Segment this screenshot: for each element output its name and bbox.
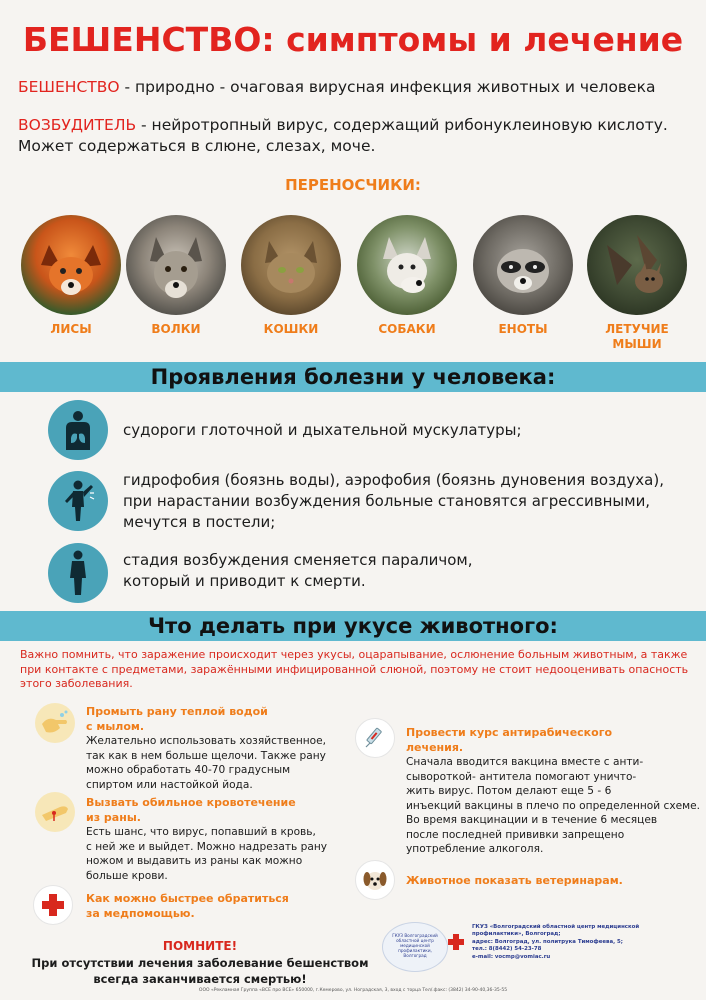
- step-antirabies-course: [406, 725, 700, 857]
- symptom-text: [123, 470, 664, 533]
- red-cross-icon: [33, 885, 73, 925]
- lungs-icon: [48, 400, 108, 460]
- dog-vet-icon: [355, 860, 395, 900]
- page-title: БЕШЕНСТВО: симптомы и лечение: [22, 20, 684, 59]
- step-title: за медпомощью.: [86, 907, 195, 920]
- org-line: ГКУЗ «Волгоградский областной центр медицинской профилактики», Волгоград;: [472, 924, 640, 938]
- org-cross-icon: [448, 934, 464, 950]
- paralysis-person-icon: [48, 543, 108, 603]
- bat-photo: [587, 215, 687, 315]
- symptom-line: стадия возбуждения сменяется параличом,: [123, 551, 473, 569]
- syringe-icon: [355, 718, 395, 758]
- step-body-line: Сначала вводится вакцина вместе с анти-: [406, 756, 644, 768]
- fox-photo: [21, 215, 121, 315]
- carriers-title: ПЕРЕНОСЧИКИ:: [285, 176, 421, 194]
- step-title: Животное показать ветеринарам.: [406, 874, 623, 887]
- carrier-dog: [357, 215, 457, 337]
- step-body-line: Желательно использовать хозяйственное,: [86, 735, 327, 747]
- symptoms-band: [0, 362, 706, 392]
- cat-photo: [241, 215, 341, 315]
- definition-term: ВОЗБУДИТЕЛЬ: [18, 116, 137, 134]
- definition-text: - природно - очаговая вирусная инфекция животных и человека: [119, 78, 656, 96]
- org-logo: [382, 922, 448, 972]
- raccoon-photo: [473, 215, 573, 315]
- step-body-line: так как в нем больше щелочи. Также рану: [86, 749, 326, 762]
- step-wash-wound: [86, 704, 326, 792]
- step-body-line: сывороткой- антитела помогают уничто-: [406, 770, 637, 783]
- bite-band: [0, 611, 706, 641]
- step-title: из раны.: [86, 811, 141, 824]
- org-line: тел.: 8(8442) 54-23-78: [472, 946, 542, 953]
- carrier-label: КОШКИ: [263, 322, 319, 336]
- carrier-wolf: [126, 215, 226, 337]
- step-body-line: жить вирус. Потом делают еще 5 - 6: [406, 785, 612, 797]
- carrier-label: ЛИСЫ: [50, 322, 92, 336]
- bite-warning: Важно помнить, что заражение происходит через укусы, оцарапывание, ослюнение больным животным, а также при контакте с предметами, заражёнными инфицированной слюной, поэтому не стоит недооценивать опасность этого заболевания.: [20, 648, 689, 690]
- org-line: e-mail: vocmp@vomiac.ru: [472, 953, 551, 960]
- symptom-text: [123, 420, 522, 441]
- symptom-line: при нарастании возбуждения больные становятся агрессивными,: [123, 492, 651, 510]
- carrier-bat: [587, 215, 687, 352]
- step-body-line: больше крови.: [86, 869, 168, 882]
- definition-term: БЕШЕНСТВО: [18, 78, 120, 96]
- step-body-line: Есть шанс, что вирус, попавший в кровь,: [86, 826, 316, 838]
- step-body-line: инъекций вакцины в плечо по определенной схеме.: [406, 799, 701, 812]
- dog-photo: [357, 215, 457, 315]
- org-line: адрес: Волгоград, ул. политрука Тимофеева, 5;: [472, 938, 623, 945]
- carrier-raccoon: [473, 215, 573, 337]
- symptom-line: мечутся в постели;: [123, 513, 276, 531]
- step-body-line: спиртом или настойкой йода.: [86, 778, 253, 791]
- carrier-label: ЕНОТЫ: [498, 322, 548, 336]
- symptom-line: гидрофобия (боязнь воды), аэрофобия (боязнь дуновения воздуха),: [123, 471, 664, 489]
- symptoms-heading: Проявления болезни у человека:: [150, 365, 556, 389]
- step-body-line: ножом и выдавить из раны как можно: [86, 855, 303, 867]
- symptom-line: который и приводит к смерти.: [123, 572, 366, 590]
- agitated-person-icon: [48, 471, 108, 531]
- remember-title: ПОМНИТЕ!: [162, 939, 238, 953]
- remember-line: всегда заканчивается смертью!: [93, 972, 307, 986]
- definition-rabies: [18, 77, 655, 98]
- symptom-text: [123, 550, 472, 592]
- wash-hand-icon: [35, 703, 75, 743]
- step-title: Как можно быстрее обратиться: [86, 892, 289, 905]
- org-contacts: [472, 924, 690, 961]
- step-vet: [406, 873, 623, 888]
- carrier-fox: [21, 215, 121, 337]
- remember-line: При отсутствии лечения заболевание бешенством: [31, 956, 369, 970]
- definition-text: - нейротропный вирус, содержащий рибонуклеиновую кислоту.: [136, 116, 668, 134]
- carrier-label: СОБАКИ: [378, 322, 436, 336]
- step-seek-help: [86, 891, 289, 921]
- step-title: с мылом.: [86, 720, 145, 733]
- step-body-line: употребление алкоголя.: [406, 843, 544, 855]
- bite-heading: Что делать при укусе животного:: [148, 614, 558, 638]
- step-body-line: Во время вакцинации и в течение 6 месяцев: [406, 814, 658, 826]
- footer-organization: [382, 918, 690, 976]
- carrier-cat: [241, 215, 341, 337]
- step-title: Промыть рану теплой водой: [86, 705, 268, 718]
- print-info: ООО «Рекламная Группа «ВСЕ про ВСЕ» 650000, г.Кемерово, ул. Ноградская, 3, вход с торца Тел/.факс: (3842) 34-90-40,36-35-55: [198, 988, 508, 993]
- step-body-line: можно обработать 40-70 градусным: [86, 764, 291, 776]
- step-title: лечения.: [406, 741, 464, 754]
- step-title: Вызвать обильное кровотечение: [86, 796, 296, 809]
- carrier-label: ВОЛКИ: [151, 322, 201, 336]
- bleeding-arm-icon: [35, 792, 75, 832]
- definition-transmission: Может содержаться в слюне, слезах, моче.: [18, 137, 376, 155]
- symptom-line: судороги глоточной и дыхательной мускулатуры;: [123, 421, 522, 439]
- remember-block: [10, 938, 390, 987]
- step-body-line: с ней же и выйдет. Можно надрезать рану: [86, 840, 328, 853]
- org-logo-text: ГКУЗ Волгоградский областной центр медицинской профилактики, Волгоград: [392, 933, 438, 958]
- step-bleeding: [86, 795, 327, 883]
- step-body-line: после последней прививки запрещено: [406, 828, 625, 841]
- wolf-photo: [126, 215, 226, 315]
- carrier-label: ЛЕТУЧИЕ МЫШИ: [605, 322, 669, 351]
- step-title: Провести курс антирабического: [406, 726, 613, 739]
- definition-pathogen: [18, 115, 668, 136]
